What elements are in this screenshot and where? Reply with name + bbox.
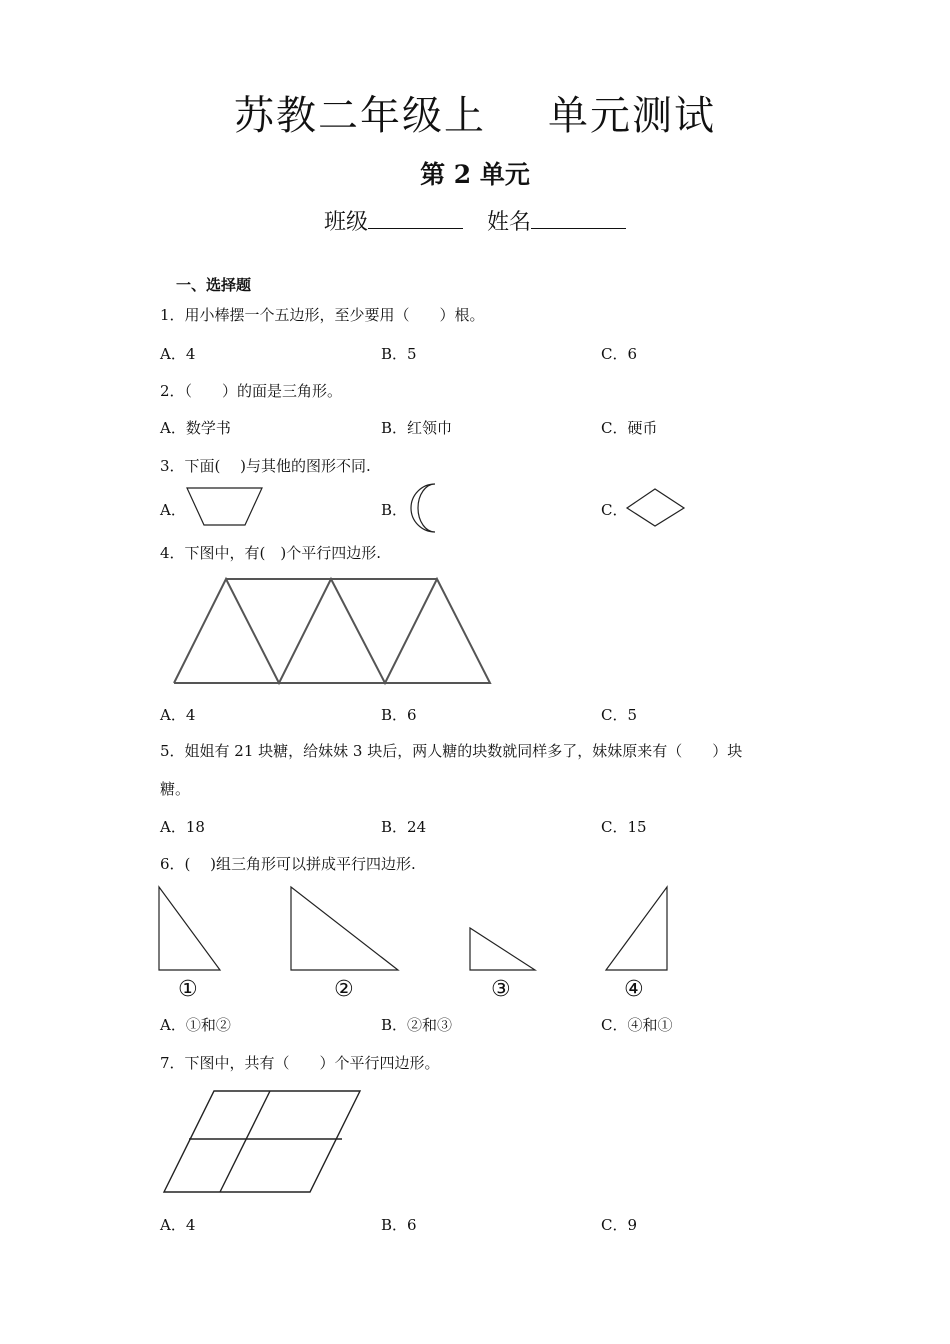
title-left: 苏教二年级上 [234,93,486,139]
q2-option-c: C．硬币 [601,419,658,437]
class-label: 班级 [323,210,368,235]
q3-option-b: B． [381,501,408,519]
rhombus-icon [626,488,686,528]
figure-label-4: ④ [624,977,644,1002]
q3-option-c: C． [601,501,628,519]
triangle-1-figure [158,886,222,972]
parallelogram-triangle-strip-figure [170,574,496,689]
title-right: 单元测试 [548,93,716,139]
q1-option-a: A．4 [160,345,196,363]
q7-option-c: C．9 [601,1216,638,1234]
section-title: 一、选择题 [176,276,252,294]
q6-option-a: A．①和② [160,1016,231,1034]
triangle-3-figure [469,927,537,972]
divided-parallelogram-figure [160,1088,364,1196]
figure-label-3: ③ [491,977,511,1002]
class-blank[interactable] [368,206,463,229]
figure-label-2: ② [334,977,354,1002]
name-label: 姓名 [487,210,532,235]
question-3-stem: 3．下面( )与其他的图形不同. [160,457,371,475]
crescent-moon-icon [405,482,445,534]
q5-option-c: C．15 [601,818,647,836]
q6-option-b: B．②和③ [381,1016,453,1034]
q5-option-b: B．24 [381,818,427,836]
q1-option-b: B．5 [381,345,417,363]
question-1-stem: 1．用小棒摆一个五边形，至少要用（ ）根。 [160,306,485,324]
trapezoid-icon [186,487,264,527]
triangle-4-figure [604,886,670,972]
triangle-2-figure [290,886,400,972]
unit-subtitle: 第 2 单元 [420,160,530,189]
question-6-stem: 6．( )组三角形可以拼成平行四边形. [160,855,416,873]
name-blank[interactable] [531,206,626,229]
q7-option-b: B．6 [381,1216,417,1234]
q1-option-c: C．6 [601,345,638,363]
page-title [0,84,950,141]
q7-option-a: A．4 [160,1216,196,1234]
question-5-stem-line1: 5．姐姐有 21 块糖，给妹妹 3 块后，两人糖的块数就同样多了，妹妹原来有（ ）块 [160,742,743,760]
figure-label-1: ① [178,977,198,1002]
q5-option-a: A．18 [160,818,205,836]
q4-option-a: A．4 [160,706,196,724]
q6-option-c: C．④和① [601,1016,673,1034]
q2-option-a: A．数学书 [160,419,231,437]
q4-option-c: C．5 [601,706,638,724]
q4-option-b: B．6 [381,706,417,724]
question-4-stem: 4．下图中，有( )个平行四边形. [160,544,382,562]
q3-option-a: A． [160,501,186,519]
q2-option-b: B．红领巾 [381,419,453,437]
question-5-stem-line2: 糖。 [160,780,191,798]
student-info-row [0,205,950,236]
question-2-stem: 2．（ ）的面是三角形。 [160,382,343,400]
question-7-stem: 7．下图中，共有（ ）个平行四边形。 [160,1054,440,1072]
